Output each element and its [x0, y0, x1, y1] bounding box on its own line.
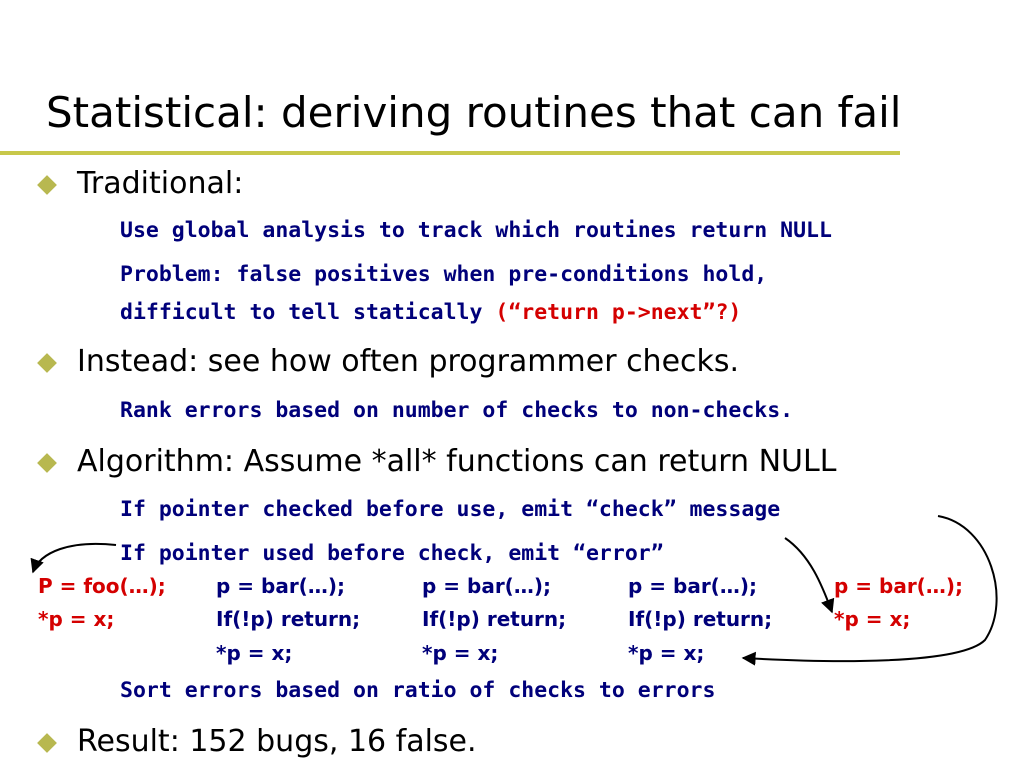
arrow-error-to-bar	[785, 538, 832, 612]
bullet-text: Result: 152 bugs, 16 false.	[77, 724, 477, 759]
sub-error-msg: If pointer used before check, emit “error”	[120, 541, 664, 566]
sub-problem-text: difficult to tell statically	[120, 300, 496, 325]
bullet-text: Algorithm: Assume *all* functions can return NULL	[77, 444, 837, 479]
code-c3-line1: p = bar(…);	[422, 574, 551, 598]
sub-problem-line1: Problem: false positives when pre-conditions hold,	[120, 262, 768, 287]
code-c2-line1: p = bar(…);	[216, 574, 345, 598]
arrow-check-to-deref	[743, 516, 997, 661]
sub-check-msg: If pointer checked before use, emit “check” message	[120, 497, 781, 522]
code-c5-line1: p = bar(…);	[834, 574, 963, 598]
bullet-text: Instead: see how often programmer checks.	[77, 344, 740, 379]
code-c4-line1: p = bar(…);	[628, 574, 757, 598]
code-c1-line2: *p = x;	[38, 607, 115, 631]
code-c5-line2: *p = x;	[834, 607, 911, 631]
sub-problem-quote: (“return p->next”?)	[495, 300, 742, 325]
sub-rank: Rank errors based on number of checks to non-checks.	[120, 398, 794, 423]
code-c2-line3: *p = x;	[216, 641, 293, 665]
code-c4-line2: If(!p) return;	[628, 607, 773, 631]
sub-sort: Sort errors based on ratio of checks to errors	[120, 678, 716, 703]
arrow-error-to-foo	[33, 544, 116, 572]
bullet-text: Traditional:	[77, 166, 244, 201]
code-c2-line2: If(!p) return;	[216, 607, 361, 631]
slide-title: Statistical: deriving routines that can fail	[46, 88, 902, 137]
code-c1-line1: P = foo(…);	[38, 574, 166, 598]
code-c3-line3: *p = x;	[422, 641, 499, 665]
code-c3-line2: If(!p) return;	[422, 607, 567, 631]
code-c4-line3: *p = x;	[628, 641, 705, 665]
sub-global-analysis: Use global analysis to track which routines return NULL	[120, 218, 832, 243]
